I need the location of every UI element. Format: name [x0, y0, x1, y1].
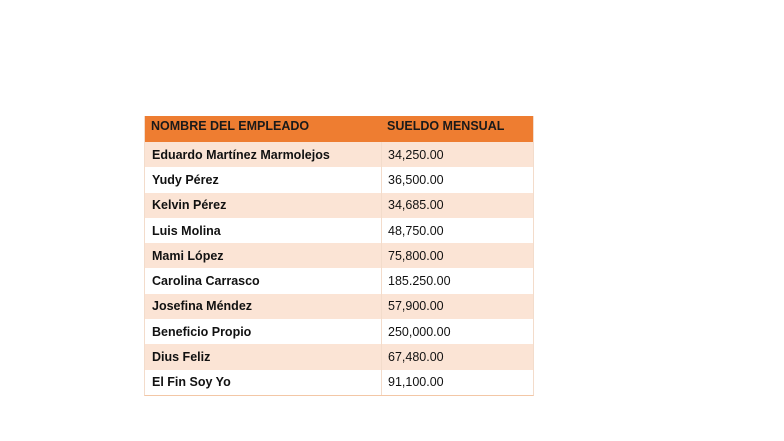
salary-cell: 91,100.00 [381, 370, 533, 395]
employee-name-cell: Yudy Pérez [152, 172, 219, 187]
salary-cell: 250,000.00 [381, 319, 533, 344]
employee-name-cell: Mami López [152, 248, 224, 263]
employee-name-cell: Carolina Carrasco [152, 274, 260, 289]
salary-cell: 36,500.00 [381, 167, 533, 192]
table-row [145, 370, 533, 395]
header-monthly-salary: SUELDO MENSUAL [387, 119, 505, 133]
employee-name-cell: Beneficio Propio [152, 324, 252, 339]
salary-cell: 34,250.00 [381, 142, 533, 167]
table-row [145, 294, 533, 319]
salary-cell: 57,900.00 [381, 294, 533, 319]
table-row [145, 218, 533, 243]
table-row [145, 268, 533, 293]
employee-name-cell: Josefina Méndez [152, 299, 253, 314]
employee-salary-table [144, 116, 534, 396]
salary-cell: 75,800.00 [381, 243, 533, 268]
employee-name-cell: El Fin Soy Yo [152, 375, 231, 390]
table-row [145, 243, 533, 268]
table-row [145, 142, 533, 167]
table-row [145, 319, 533, 344]
salary-cell: 67,480.00 [381, 344, 533, 369]
employee-name-cell: Eduardo Martínez Marmolejos [152, 147, 330, 162]
table-row [145, 167, 533, 192]
employee-name-cell: Luis Molina [152, 223, 221, 238]
table-row [145, 344, 533, 369]
header-employee-name: NOMBRE DEL EMPLEADO [151, 119, 310, 133]
employee-name-cell: Kelvin Pérez [152, 198, 227, 213]
table-row [145, 193, 533, 218]
salary-cell: 185.250.00 [381, 268, 533, 293]
salary-cell: 34,685.00 [381, 193, 533, 218]
salary-cell: 48,750.00 [381, 218, 533, 243]
employee-name-cell: Dius Feliz [152, 350, 211, 365]
table-header-row [145, 116, 533, 142]
